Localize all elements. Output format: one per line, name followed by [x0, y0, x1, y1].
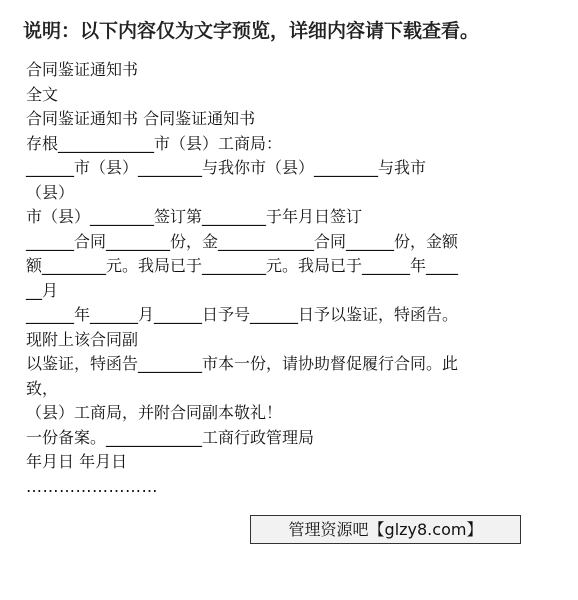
document-body: [26, 58, 556, 499]
doc-line: ______市（县）________与我你市（县）________与我市: [26, 158, 427, 177]
doc-line: 额________元。我局已于________元。我局已于______年____: [26, 256, 459, 275]
doc-line: （县）工商局，并附合同副本敬礼！: [26, 403, 283, 422]
doc-line: 市（县）________签订第________于年月日签订: [26, 207, 363, 226]
doc-line: 现附上该合同副: [26, 329, 139, 349]
doc-line: 致，: [26, 378, 59, 398]
doc-line: 年月日 年月日: [26, 452, 128, 471]
doc-line: __月: [26, 280, 59, 300]
doc-line: 合同鉴证通知书: [26, 60, 139, 79]
doc-line: 合同鉴证通知书 合同鉴证通知书: [26, 109, 256, 128]
ellipsis-dots: ……………………: [26, 476, 158, 496]
preview-notice: 说明：以下内容仅为文字预览，详细内容请下载查看。: [23, 20, 480, 42]
doc-line: 全文: [26, 84, 59, 104]
doc-line: 一份备案。____________工商行政管理局: [26, 427, 315, 447]
doc-line: （县）: [26, 182, 75, 202]
download-source-link[interactable]: 管理资源吧【glzy8.com】: [250, 515, 521, 544]
doc-line: 存根____________市（县）工商局：: [26, 133, 283, 153]
doc-line: ______年______月______日予号______日予以鉴证，特函告。: [26, 305, 459, 324]
doc-line: 以鉴证，特函告________市本一份，请协助督促履行合同。此: [26, 354, 459, 373]
doc-line: ______合同________份，金____________合同______份，金额: [26, 231, 459, 251]
